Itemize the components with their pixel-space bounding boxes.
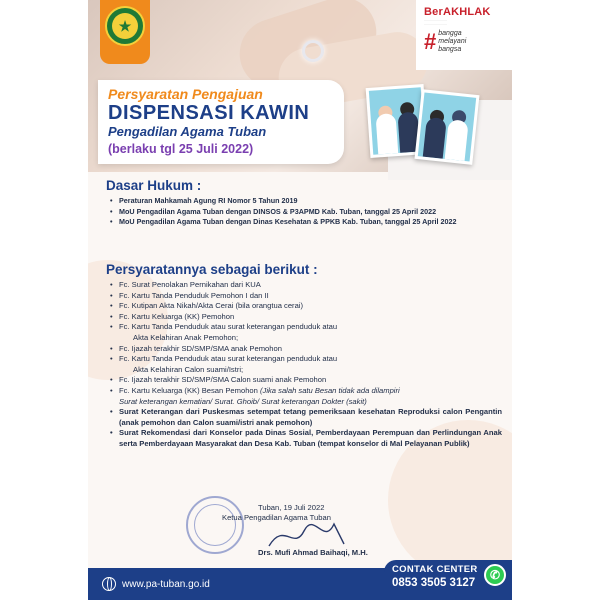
list-item-continuation: Akta Kelahiran Anak Pemohon; [133, 332, 239, 342]
list-item: • Fc. Ijazah terakhir SD/SMP/SMA Calon suami anak Pemohon [110, 375, 502, 386]
title-banner [98, 80, 344, 164]
list-item: • Surat Keterangan dari Puskesmas setempat tetang pemeriksaan kesehatan Reproduksi calon Pengantin (anak pemohon dan Calon suami/istri anak pemohon) [110, 407, 502, 428]
list-item-text: Fc. Kartu Tanda Penduduk atau surat keterangan penduduk atau [119, 354, 338, 364]
poster [88, 0, 512, 600]
couple-illustration [415, 89, 480, 165]
list-item-note-continuation: Surat keterangan kematian/ Surat. Ghoib/ Surat keterangan Dokter (sakit) [119, 396, 367, 406]
contact-label: CONTAK CENTER [392, 564, 478, 575]
signature-role: Ketua Pengadilan Agama Tuban [222, 513, 331, 522]
list-item-text: Fc. Kartu Keluarga (KK) Besan Pemohon [119, 385, 258, 395]
requirements-heading: Persyaratannya sebagai berikut : [106, 262, 318, 277]
list-item: • MoU Pengadilan Agama Tuban dengan Dinas Kesehatan & PPKB Kab. Tuban, tanggal 25 April 2022 [110, 217, 502, 227]
berakhlak-logo [416, 0, 512, 70]
legal-basis-heading: Dasar Hukum : [106, 178, 202, 193]
melayani-text: melayani [438, 38, 467, 45]
requirements-list [110, 280, 502, 450]
globe-icon [102, 577, 116, 591]
hash-icon: # [424, 29, 437, 54]
bangga-melayani-logo [424, 30, 504, 54]
footer-bar [88, 564, 512, 600]
signature-name: Drs. Mufi Ahmad Baihaqi, M.H. [258, 548, 368, 557]
list-item-continuation: Akta Kelahiran Calon suami/Istri; [133, 364, 244, 374]
list-item: • Surat Rekomendasi dari Konselor pada Dinas Sosial, Pemberdayaan Perempuan dan Perlindungan Anak serta Pemberdayaan Masyarakat dan Desa Kab. Tuban (tempat konselor di Mal Pelayanan Publik) [110, 428, 502, 449]
title-line4: (berlaku tgl 25 Juli 2022) [108, 142, 254, 156]
contact-center [384, 560, 512, 600]
court-emblem-icon: ★ [105, 6, 145, 46]
list-item: • Fc. Kutipan Akta Nikah/Akta Cerai (bila orangtua cerai) [110, 301, 502, 312]
list-item [110, 386, 502, 407]
whatsapp-icon[interactable]: ✆ [484, 564, 506, 586]
list-item: • Fc. Ijazah terakhir SD/SMP/SMA anak Pemohon [110, 344, 502, 355]
website-text: www.pa-tuban.go.id [122, 578, 210, 590]
list-item [110, 322, 502, 343]
list-item [110, 354, 502, 375]
legal-basis-list [110, 196, 502, 228]
title-line3: Pengadilan Agama Tuban [108, 124, 267, 139]
signature-block [198, 503, 428, 557]
website-link[interactable] [102, 577, 210, 591]
contact-number[interactable]: 0853 3505 3127 [392, 577, 476, 589]
list-item: • Peraturan Mahkamah Agung RI Nomor 5 Tahun 2019 [110, 196, 502, 206]
list-item: • MoU Pengadilan Agama Tuban dengan DINSOS & P3APMD Kab. Tuban, tanggal 25 April 2022 [110, 207, 502, 217]
bangsa-text: bangsa [438, 46, 462, 53]
berakhlak-brand: BerAKHLAK [424, 6, 491, 18]
list-item-text: Fc. Kartu Tanda Penduduk atau surat keterangan penduduk atau [119, 322, 338, 332]
list-item: • Fc. Kartu Keluarga (KK) Pemohon [110, 312, 502, 323]
list-item: • Fc. Surat Penolakan Pernikahan dari KUA [110, 280, 502, 291]
title-line1: Persyaratan Pengajuan [108, 86, 263, 102]
list-item-note: (Jika salah satu Besan tidak ada dilampiri [260, 385, 400, 395]
ring-icon [302, 40, 324, 62]
bangga-text: bangga [438, 30, 462, 37]
berakhlak-tagline: ······················· ······················· [424, 18, 447, 26]
list-item: • Fc. Kartu Tanda Penduduk Pemohon I dan II [110, 291, 502, 302]
court-logo [100, 0, 150, 64]
title-line2: DISPENSASI KAWIN [108, 102, 310, 124]
signature-place-date: Tuban, 19 Juli 2022 [258, 503, 325, 512]
